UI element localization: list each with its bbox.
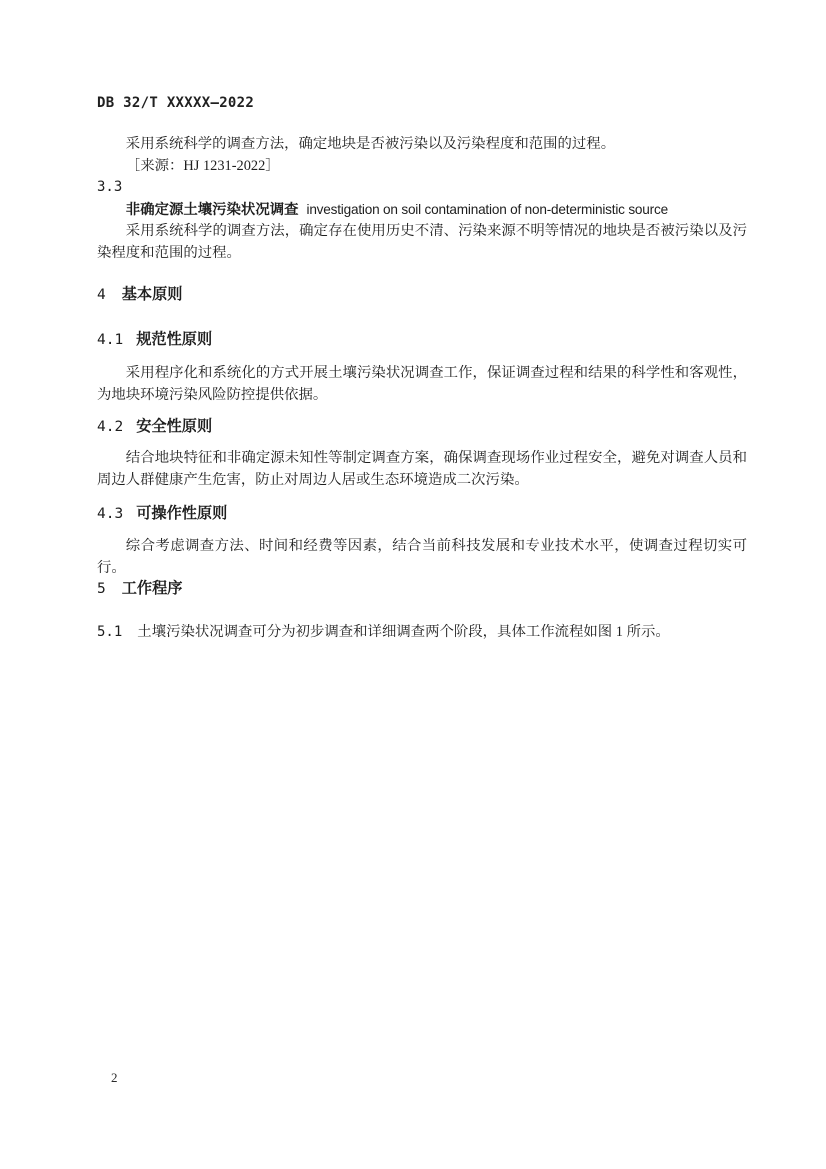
heading-4-1-number: 4.1 <box>97 332 124 348</box>
paragraph-4-3 <box>97 536 747 579</box>
heading-4-2-title: 安全性原则 <box>136 418 213 435</box>
term-3-3-line <box>97 199 747 222</box>
heading-4-title: 基本原则 <box>121 286 183 303</box>
clause-5-1 <box>97 621 747 643</box>
heading-4-3-number: 4.3 <box>97 506 124 522</box>
paragraph-4-2 <box>97 448 747 491</box>
paragraph-4-1 <box>97 363 747 406</box>
clause-5-1-text: 土壤污染状况调查可分为初步调查和详细调查两个阶段，具体工作流程如图 1 所示。 <box>137 624 670 640</box>
term-3-3-zh: 非确定源土壤污染状况调查 <box>125 201 299 218</box>
heading-section-5 <box>97 578 747 600</box>
clause-number-3-3: 3.3 <box>97 179 123 195</box>
heading-section-4-1 <box>97 329 747 351</box>
term-3-2-definition: 采用系统科学的调查方法，确定地块是否被污染以及污染程度和范围的过程。 <box>125 136 616 152</box>
page-number: 2 <box>111 1070 118 1085</box>
heading-5-number: 5 <box>97 581 106 597</box>
terms-block <box>97 134 747 264</box>
heading-section-4 <box>97 284 747 306</box>
paragraph-4-1-text: 采用程序化和系统化的方式开展土壤污染状况调查工作，保证调查过程和结果的科学性和客观性，为地块环境污染风险防控提供依据。 <box>97 365 747 403</box>
paragraph-4-3-text: 综合考虑调查方法、时间和经费等因素，结合当前科技发展和专业技术水平，使调查过程切实可行。 <box>97 538 747 576</box>
heading-4-3-title: 可操作性原则 <box>136 505 228 522</box>
heading-section-4-3 <box>97 503 747 525</box>
clause-5-1-number: 5.1 <box>97 624 123 640</box>
heading-5-title: 工作程序 <box>121 580 183 597</box>
heading-4-1-title: 规范性原则 <box>136 331 213 348</box>
heading-4-number: 4 <box>97 287 106 303</box>
term-3-3-definition: 采用系统科学的调查方法，确定存在使用历史不清、污染来源不明等情况的地块是否被污染以及污染程度和范围的过程。 <box>97 223 747 261</box>
doc-number-header: DB 32/T XXXXX—2022 <box>97 95 255 111</box>
paragraph-4-2-text: 结合地块特征和非确定源未知性等制定调查方案，确保调查现场作业过程安全，避免对调查人员和周边人群健康产生危害，防止对周边人居或生态环境造成二次污染。 <box>97 450 747 488</box>
term-3-2-source: ［来源：HJ 1231-2022］ <box>125 157 280 174</box>
heading-4-2-number: 4.2 <box>97 419 124 435</box>
term-3-3-en: investigation on soil contamination of non-deterministic source <box>306 201 668 217</box>
heading-section-4-2 <box>97 416 747 438</box>
